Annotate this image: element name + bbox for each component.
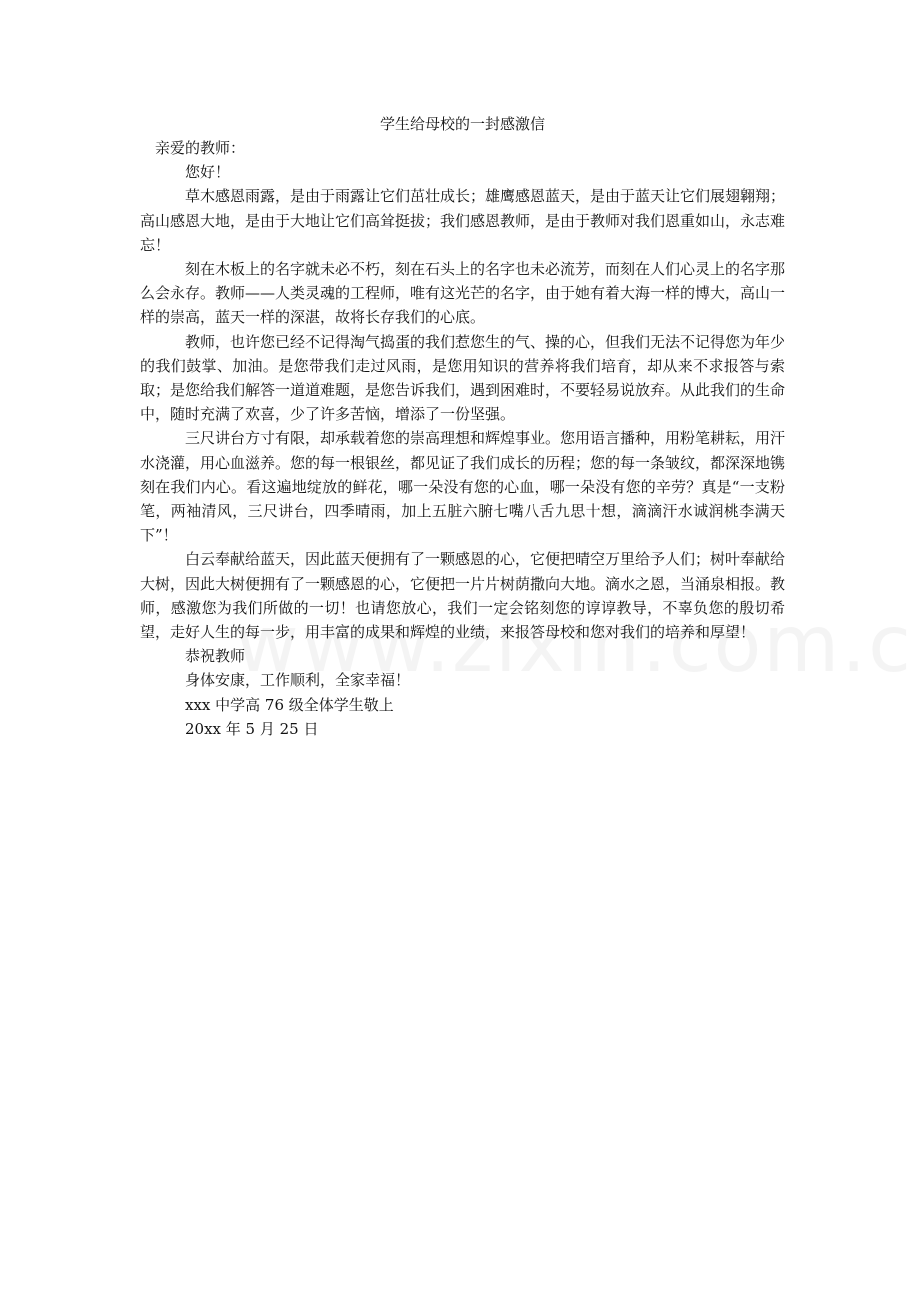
paragraph-4: 三尺讲台方寸有限，却承载着您的崇高理想和辉煌事业。您用语言播种，用粉笔耕耘，用汗水浇灌，用心血滋养。您的每一根银丝，都见证了我们成长的历程；您的每一条皱纹，都深深地镌刻在我们内心。看这遍地绽放的鲜花，哪一朵没有您的心血，哪一朵没有您的辛劳？真是“一支粉笔，两袖清风，三尺讲台，四季晴雨，加上五脏六腑七嘴八舌九思十想，滴滴汗水诚润桃李满天下”！ — [140, 429, 786, 545]
paragraph-2: 刻在木板上的名字就未必不朽，刻在石头上的名字也未必流芳，而刻在人们心灵上的名字那么会永存。教师——人类灵魂的工程师，唯有这光芒的名字，由于她有着大海一样的博大，高山一样的崇高，蓝天一样的深湛，故将长存我们的心底。 — [140, 260, 786, 327]
paragraph-1: 草木感恩雨露，是由于雨露让它们茁壮成长；雄鹰感恩蓝天，是由于蓝天让它们展翅翱翔；高山感恩大地，是由于大地让它们高耸挺拔；我们感恩教师，是由于教师对我们恩重如山，永志难忘！ — [140, 187, 786, 254]
closing: 恭祝教师 — [185, 647, 246, 666]
paragraph-3: 教师，也许您已经不记得淘气捣蛋的我们惹您生的气、操的心，但我们无法不记得您为年少的我们鼓掌、加油。是您带我们走过风雨，是您用知识的营养将我们培育，却从来不求报答与索取；是您给我们解答一道道难题，是您告诉我们，遇到困难时，不要轻易说放弃。从此我们的生命中，随时充满了欢喜，少了许多苦恼，增添了一份坚强。 — [140, 332, 786, 424]
letter-title: 学生给母校的一封感激信 — [379, 115, 545, 133]
signature: xxx 中学高 76 级全体学生敬上 — [185, 695, 394, 714]
salutation: 亲爱的教师： — [155, 139, 246, 157]
greeting: 您好！ — [185, 163, 231, 182]
paragraph-5: 白云奉献给蓝天，因此蓝天便拥有了一颗感恩的心，它便把晴空万里给予人们；树叶奉献给大树，因此大树便拥有了一颗感恩的心，它便把一片片树荫撒向大地。滴水之恩，当涌泉相报。教师，感激您为我们所做的一切！也请您放心，我们一定会铭刻您的谆谆教导，不辜负您的殷切希望，走好人生的每一步，用丰富的成果和辉煌的业绩，来报答母校和您对我们的培养和厚望！ — [140, 550, 786, 642]
wishes: 身体安康，工作顺利，全家幸福！ — [185, 671, 411, 690]
letter-body — [140, 112, 785, 741]
date: 20xx 年 5 月 25 日 — [185, 719, 319, 738]
